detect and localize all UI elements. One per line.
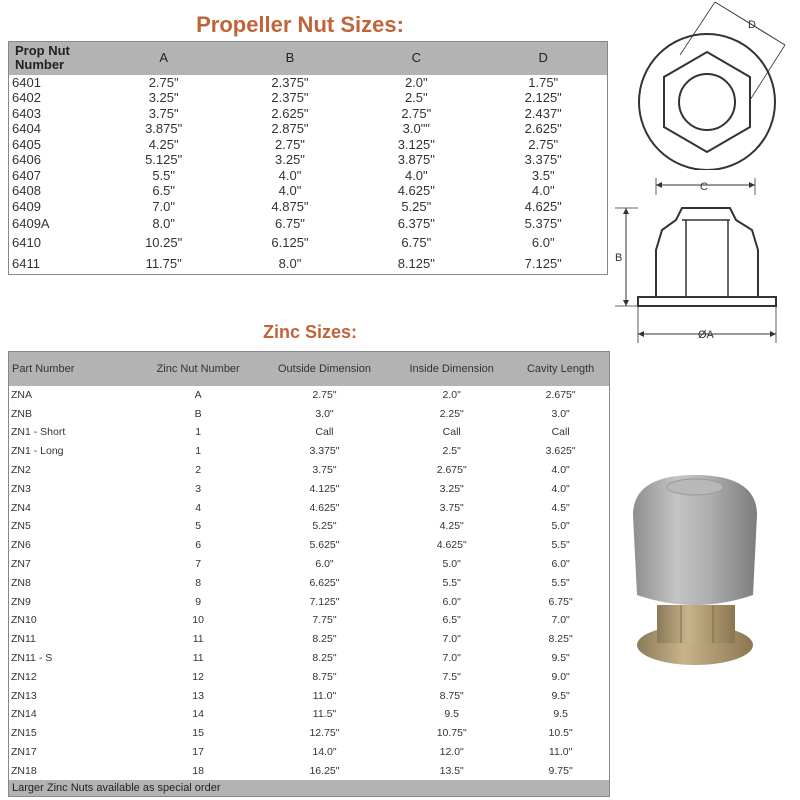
dimension-cell: 4.25": [148, 136, 179, 152]
zinc-value-cell: 11: [192, 652, 204, 665]
zinc-value-cell: 12.0": [439, 746, 464, 759]
zinc-value-cell: 2.675": [436, 464, 467, 477]
zinc-value-cell: 8.25": [548, 633, 573, 646]
zinc-value-cell: 5.25": [312, 520, 337, 533]
dimension-cell: 2.625": [271, 105, 309, 121]
propeller-table-row: [9, 199, 608, 215]
propeller-table-row: [9, 106, 608, 122]
zinc-value-cell: 4: [195, 501, 202, 514]
part-number-cell: ZN11: [11, 633, 36, 646]
zinc-value-cell: 5.5": [442, 576, 461, 589]
zinc-sizes-table: [8, 351, 610, 797]
dimension-cell: 3.5": [531, 167, 555, 183]
zinc-value-cell: 5.0": [442, 558, 461, 571]
part-number-cell: ZN17: [11, 746, 37, 759]
propeller-nut-table: [8, 41, 608, 275]
zinc-value-cell: 18: [192, 764, 204, 777]
b-arrow-top: [623, 208, 629, 214]
part-number-cell: ZN18: [11, 764, 37, 777]
zinc-value-cell: 6.0": [442, 595, 461, 608]
dimension-cell: 5.5": [152, 167, 175, 183]
dimension-cell: 4.0": [278, 167, 302, 183]
dimension-cell: 2.625": [524, 121, 562, 137]
propeller-nut-sizes-title: Propeller Nut Sizes:: [196, 12, 404, 37]
dimension-cell: 4.0": [278, 183, 302, 199]
zinc-value-cell: 11.0": [548, 746, 573, 759]
part-number-cell: ZN3: [11, 482, 31, 495]
part-number-cell: ZN15: [11, 727, 37, 740]
part-number-cell: ZNA: [11, 388, 32, 401]
zinc-value-cell: 10.5": [548, 727, 573, 740]
zinc-value-cell: 9.5": [551, 689, 570, 702]
dimension-cell: 3.125": [397, 136, 435, 152]
zinc-value-cell: 5.5": [551, 539, 570, 552]
zinc-value-cell: 6.75": [548, 595, 573, 608]
zinc-value-cell: 9.0": [551, 670, 570, 683]
zinc-value-cell: 3.75": [439, 501, 464, 514]
label-a: ØA: [698, 329, 714, 341]
dimension-cell: 3.75": [148, 105, 179, 121]
zinc-value-cell: 4.125": [309, 482, 340, 495]
zinc-table-row: [9, 667, 610, 686]
d-extension-left: [680, 2, 715, 55]
zinc-value-cell: 11.0": [312, 689, 337, 702]
prop-nut-number-cell: 6410: [12, 235, 41, 250]
zinc-value-cell: 4.25": [439, 520, 464, 533]
propeller-table-row: [9, 252, 608, 274]
zinc-value-cell: A: [194, 388, 202, 401]
propeller-table-row: [9, 214, 608, 233]
zinc-value-cell: 6.5": [442, 614, 461, 627]
zinc-value-cell: 2.75": [312, 388, 337, 401]
zinc-table-row: [9, 479, 610, 498]
zinc-table-row: [9, 724, 610, 743]
dimension-cell: 5.25": [401, 198, 432, 214]
part-number-cell: ZN2: [11, 464, 31, 477]
part-number-cell: ZN13: [11, 689, 37, 702]
part-number-cell: ZN7: [11, 558, 31, 571]
zinc-table-row: [9, 498, 610, 517]
zinc-value-cell: 8.25": [312, 652, 337, 665]
zinc-value-cell: 7.0": [442, 633, 461, 646]
part-number-cell: ZN8: [11, 576, 31, 589]
zinc-value-cell: 7: [195, 558, 202, 571]
nut-side-view-diagram: [612, 175, 792, 350]
part-number-cell: ZN5: [11, 520, 31, 533]
zinc-table-row: [9, 743, 610, 762]
propeller-table-row: [9, 121, 608, 137]
header-prop-nut-number: Prop Nut Number: [9, 42, 101, 75]
dimension-cell: 5.375": [524, 216, 562, 231]
dimension-cell: 8.0": [152, 216, 175, 231]
a-arrow-left: [638, 331, 644, 337]
header-zinc-nut-number: Zinc Nut Number: [139, 352, 258, 386]
part-number-cell: ZN6: [11, 539, 31, 552]
zinc-value-cell: 5: [195, 520, 202, 533]
part-number-cell: ZN4: [11, 501, 31, 514]
dimension-cell: 2.125": [524, 90, 562, 106]
zinc-value-cell: 2: [195, 464, 202, 477]
dimension-cell: 2.875": [271, 121, 309, 137]
zinc-table-row: [9, 461, 610, 480]
zinc-value-cell: 11: [192, 633, 204, 646]
dimension-cell: 10.25": [145, 235, 183, 250]
header-inside-dimension: Inside Dimension: [391, 352, 512, 386]
prop-nut-number-cell: 6402: [12, 90, 41, 106]
zinc-value-cell: 14: [192, 708, 204, 721]
dimension-cell: 3.25": [275, 152, 305, 168]
c-arrow-left: [656, 182, 662, 188]
zinc-value-cell: 16.25": [309, 764, 340, 777]
zinc-value-cell: 17: [192, 746, 204, 759]
dimension-cell: 3.375": [524, 152, 562, 168]
dimension-cell: 2.0": [404, 74, 428, 90]
zinc-value-cell: 2.5": [442, 445, 461, 458]
dimension-cell: 5.125": [145, 152, 183, 168]
dimension-cell: 4.0": [404, 167, 428, 183]
dimension-cell: 4.625": [397, 183, 435, 199]
dimension-cell: 8.125": [397, 255, 435, 271]
header-c: C: [353, 42, 479, 75]
zinc-value-cell: 4.0": [551, 482, 570, 495]
zinc-value-cell: 4.625": [436, 539, 467, 552]
part-number-cell: ZNB: [11, 407, 32, 420]
propeller-table-row: [9, 233, 608, 252]
zinc-table-row: [9, 386, 610, 405]
part-number-cell: ZN10: [11, 614, 37, 627]
hexagon-outline: [664, 52, 750, 152]
zinc-value-cell: 6.625": [309, 576, 340, 589]
zinc-value-cell: 8.75": [312, 670, 337, 683]
zinc-value-cell: 8.25": [312, 633, 337, 646]
zinc-value-cell: 13.5": [439, 764, 464, 777]
label-c: C: [700, 181, 708, 193]
zinc-value-cell: 7.0": [551, 614, 570, 627]
zinc-value-cell: 3.25": [439, 482, 464, 495]
zinc-value-cell: 6.0": [315, 558, 334, 571]
label-b: B: [615, 252, 623, 264]
zinc-value-cell: 6: [195, 539, 202, 552]
prop-nut-number-cell: 6408: [12, 183, 41, 199]
prop-nut-number-cell: 6411: [12, 255, 40, 271]
c-arrow-right: [749, 182, 755, 188]
dimension-cell: 3.25": [148, 90, 179, 106]
prop-nut-number-cell: 6409: [12, 198, 41, 214]
dimension-cell: 2.375": [271, 74, 309, 90]
zinc-value-cell: 12: [192, 670, 204, 683]
zinc-value-cell: 7.5": [442, 670, 461, 683]
dimension-cell: 4.625": [524, 198, 562, 214]
dimension-cell: 11.75": [145, 255, 182, 271]
header-d: D: [479, 42, 607, 75]
zinc-table-row: [9, 649, 610, 668]
zinc-value-cell: 4.5": [551, 501, 570, 514]
zinc-table-row: [9, 517, 610, 536]
prop-nut-number-cell: 6406: [12, 152, 41, 168]
dimension-cell: 2.75": [148, 74, 179, 90]
zinc-value-cell: 3.375": [309, 445, 340, 458]
part-number-cell: ZN14: [11, 708, 37, 721]
zinc-cap-top: [667, 479, 723, 495]
brass-hex-body: [657, 605, 735, 643]
zinc-value-cell: 6.0": [551, 558, 570, 571]
b-arrow-bottom: [623, 300, 629, 306]
zinc-value-cell: 10: [192, 614, 204, 627]
zinc-nut-photo: [625, 470, 775, 670]
zinc-value-cell: 15: [192, 727, 204, 740]
part-number-cell: ZN11 - S: [11, 652, 53, 665]
dimension-cell: 6.75": [401, 235, 432, 250]
prop-nut-number-cell: 6404: [12, 121, 41, 137]
propeller-table-row: [9, 137, 608, 153]
zinc-value-cell: Call: [442, 426, 461, 439]
header-a: A: [101, 42, 227, 75]
zinc-table-row: [9, 536, 610, 555]
zinc-value-cell: 3.75": [312, 464, 337, 477]
zinc-value-cell: 5.5": [551, 576, 570, 589]
prop-nut-number-cell: 6409A: [12, 216, 50, 231]
dimension-cell: 3.875": [145, 121, 183, 137]
zinc-table-row: [9, 423, 610, 442]
dimension-cell: 4.0": [531, 183, 555, 199]
part-number-cell: ZN9: [11, 595, 31, 608]
zinc-value-cell: 4.625": [309, 501, 340, 514]
dimension-cell: 6.5": [152, 183, 175, 199]
zinc-table-row: [9, 686, 610, 705]
dimension-cell: 8.0": [278, 255, 302, 271]
zinc-value-cell: 14.0": [312, 746, 337, 759]
zinc-value-cell: 3.0": [315, 407, 334, 420]
zinc-value-cell: 2.0": [442, 388, 461, 401]
nut-side-outline: [656, 208, 758, 297]
zinc-table-row: [9, 404, 610, 423]
zinc-footer-row: [9, 780, 610, 796]
dimension-cell: 2.375": [271, 90, 309, 106]
zinc-value-cell: Call: [315, 426, 334, 439]
inner-bore-circle: [679, 74, 735, 130]
propeller-header-row: [9, 42, 608, 75]
a-arrow-right: [770, 331, 776, 337]
dimension-cell: 2.75": [528, 136, 559, 152]
part-number-cell: ZN12: [11, 670, 37, 683]
zinc-value-cell: 9.5: [553, 708, 568, 721]
zinc-table-row: [9, 555, 610, 574]
zinc-value-cell: 7.75": [312, 614, 337, 627]
zinc-value-cell: 11.5": [312, 708, 337, 721]
header-cavity-length: Cavity Length: [512, 352, 609, 386]
dimension-cell: 7.125": [524, 255, 562, 271]
zinc-value-cell: 5.0": [551, 520, 570, 533]
prop-nut-number-cell: 6407: [12, 167, 41, 183]
zinc-value-cell: 5.625": [309, 539, 340, 552]
dimension-cell: 6.125": [271, 235, 309, 250]
zinc-table-row: [9, 611, 610, 630]
zinc-value-cell: B: [194, 407, 202, 420]
part-number-cell: ZN1 - Short: [11, 426, 66, 439]
zinc-table-row: [9, 761, 610, 780]
zinc-value-cell: 3.625": [545, 445, 576, 458]
prop-nut-number-cell: 6401: [12, 74, 41, 90]
part-number-cell: ZN1 - Long: [11, 445, 64, 458]
dimension-cell: 3.875": [397, 152, 435, 168]
nut-flange: [638, 297, 776, 306]
zinc-value-cell: Call: [551, 426, 570, 439]
zinc-value-cell: 8: [195, 576, 202, 589]
propeller-table-row: [9, 168, 608, 184]
outer-circle: [639, 34, 775, 170]
dimension-cell: 2.5": [404, 90, 428, 106]
dimension-cell: 2.437": [524, 105, 562, 121]
zinc-table-row: [9, 592, 610, 611]
dimension-cell: 2.75": [275, 136, 305, 152]
header-part-number: Part Number: [9, 352, 139, 386]
zinc-value-cell: 4.0": [551, 464, 570, 477]
dimension-cell: 1.75": [528, 74, 559, 90]
zinc-value-cell: 1: [195, 445, 202, 458]
zinc-value-cell: 9: [195, 595, 202, 608]
zinc-table-row: [9, 705, 610, 724]
zinc-table-row: [9, 573, 610, 592]
propeller-table-row: [9, 75, 608, 91]
zinc-value-cell: 13: [192, 689, 204, 702]
zinc-value-cell: 9.75": [548, 764, 573, 777]
prop-nut-number-cell: 6403: [12, 105, 41, 121]
zinc-value-cell: 8.75": [439, 689, 464, 702]
zinc-value-cell: 3.0": [551, 407, 570, 420]
propeller-table-row: [9, 90, 608, 106]
zinc-value-cell: 2.675": [545, 388, 576, 401]
zinc-value-cell: 1: [195, 426, 202, 439]
zinc-table-row: [9, 442, 610, 461]
label-d: D: [748, 19, 756, 31]
zinc-sizes-title: Zinc Sizes:: [262, 322, 358, 342]
zinc-value-cell: 7.125": [309, 595, 340, 608]
header-outside-dimension: Outside Dimension: [258, 352, 391, 386]
dimension-cell: 7.0": [152, 198, 175, 214]
dimension-cell: 6.75": [275, 216, 305, 231]
zinc-value-cell: 12.75": [309, 727, 340, 740]
zinc-value-cell: 7.0": [442, 652, 461, 665]
zinc-value-cell: 2.25": [439, 407, 464, 420]
dimension-cell: 6.0": [531, 235, 555, 250]
dimension-cell: 2.75": [401, 105, 432, 121]
propeller-table-row: [9, 183, 608, 199]
nut-top-view-diagram: [630, 0, 800, 170]
special-order-note: Larger Zinc Nuts available as special order: [9, 780, 610, 796]
zinc-value-cell: 3: [195, 482, 202, 495]
zinc-value-cell: 9.5": [551, 652, 570, 665]
zinc-value-cell: 10.75": [436, 727, 467, 740]
propeller-table-row: [9, 152, 608, 168]
header-b: B: [227, 42, 353, 75]
zinc-header-row: [9, 352, 610, 386]
zinc-table-row: [9, 630, 610, 649]
dimension-cell: 6.375": [397, 216, 435, 231]
zinc-value-cell: 9.5: [444, 708, 459, 721]
dimension-cell: 3.0"": [402, 121, 430, 137]
prop-nut-number-cell: 6405: [12, 136, 41, 152]
dimension-cell: 4.875": [271, 198, 309, 214]
